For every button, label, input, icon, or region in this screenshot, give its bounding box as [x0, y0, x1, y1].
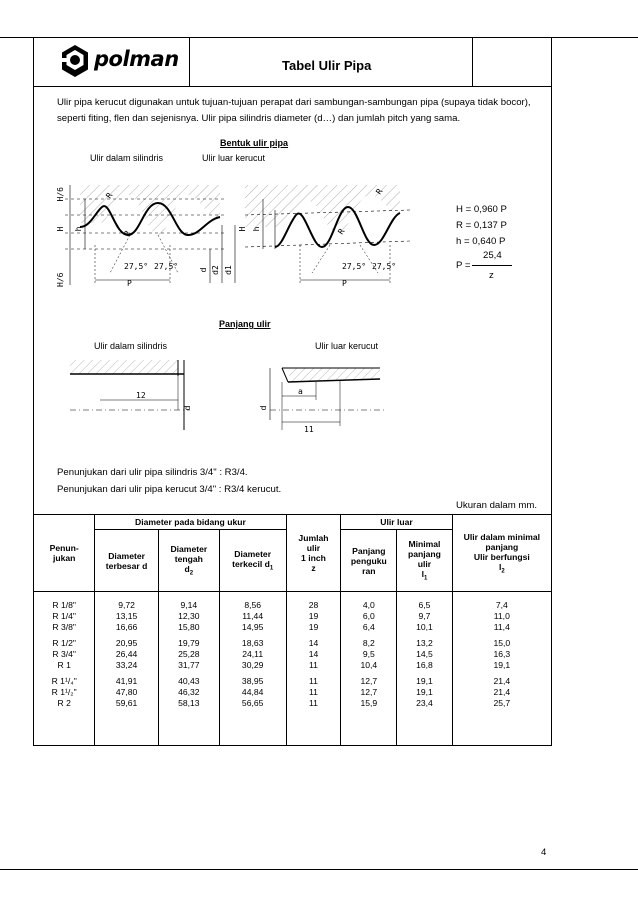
label-d2: d2 [211, 265, 220, 275]
l2-cell: 15,0 16,3 19,1 [452, 633, 551, 671]
label-H-left: H [56, 226, 65, 232]
label-angle-2: 27,5° [154, 262, 179, 271]
d2-cell: 40,43 46,32 58,13 [158, 671, 219, 709]
designation-cylindrical: Penunjukan dari ulir pipa silindris 3/4" : R3/4. [57, 467, 248, 478]
header-divider-1 [189, 37, 190, 87]
col-d-header: Diameter terbesar d [95, 530, 158, 592]
units-note: Ukuran dalam mm. [456, 500, 538, 511]
label-R-top-right: R [374, 187, 385, 197]
designation-cell: R 1/2" R 3/4" R 1 [34, 633, 95, 671]
label-l2: 12 [136, 391, 146, 400]
gauge-cell: 12,7 12,7 15,9 [341, 671, 397, 709]
left-thread-band [70, 360, 178, 374]
length-left-caption: Ulir dalam silindris [94, 341, 168, 351]
gauge-cell: 4,0 6,0 6,4 [341, 592, 397, 634]
z-cell: 28 19 19 [286, 592, 341, 634]
length-heading: Panjang ulir [219, 319, 271, 329]
formula-H: H = 0,960 P [456, 204, 507, 215]
page-number: 4 [541, 847, 547, 858]
label-angle-3: 27,5° [342, 262, 367, 271]
thread-length-drawing [60, 350, 400, 440]
l1-cell: 6,5 9,7 10,1 [397, 592, 452, 634]
formula-R: R = 0,137 P [456, 220, 507, 231]
col-l1-header: Minimal panjang ulir $l_1$ [397, 530, 452, 592]
formula-h: h = 0,640 P [456, 236, 506, 247]
intro-line-2: seperti fiting, flen dan sejenisnya. Ulir pipa silindris diameter (d…) dan jumlah pitch yang sama. [57, 113, 461, 124]
z-cell: 11 11 11 [286, 671, 341, 709]
label-P-right: P [342, 279, 347, 288]
length-right-caption: Ulir luar kerucut [315, 341, 379, 351]
d-cell: 41,91 47,80 59,61 [95, 671, 158, 709]
designation-cell: R 1/8" R 1/4" R 3/8" [34, 592, 95, 634]
label-d-left: d [183, 405, 192, 411]
d1-cell: 18,63 24,11 30,29 [219, 633, 286, 671]
l2-cell: 21,4 21,4 25,7 [452, 671, 551, 709]
l2-cell: 7,4 11,0 11,4 [452, 592, 551, 634]
label-a: a [298, 387, 303, 396]
label-P-left: P [127, 279, 132, 288]
formula-P-label: P = [456, 260, 471, 271]
designation-cell: R 1¹/₄" R 1¹/₂" R 2 [34, 671, 95, 709]
col-group-diameter-header: Diameter pada bidang ukur [95, 515, 286, 530]
gauge-cell: 8,2 9,5 10,4 [341, 633, 397, 671]
polman-logo [60, 44, 184, 80]
col-l2-header: Ulir dalam minimal panjang Ulir berfungsi $l_2$ [452, 515, 551, 592]
table-filler-row [34, 709, 552, 746]
label-h6-bottom: H/6 [56, 272, 65, 287]
table-row [34, 592, 552, 634]
label-d: d [199, 267, 208, 273]
d2-cell: 19,79 25,28 31,77 [158, 633, 219, 671]
col-d1-header: Diameter terkecil $d_1$ [219, 530, 286, 592]
formula-P-denominator: z [489, 270, 494, 281]
label-H-right: H [238, 226, 247, 232]
d1-cell: 38,95 44,84 56,65 [219, 671, 286, 709]
frame-top-line [0, 37, 638, 38]
page-title: Tabel Ulir Pipa [282, 58, 372, 73]
d2-cell: 9,14 12,30 15,80 [158, 592, 219, 634]
designation-taper: Penunjukan dari ulir pipa kerucut 3/4" : R3/4 kerucut. [57, 484, 282, 495]
label-l1: 11 [304, 425, 314, 434]
intro-line-1: Ulir pipa kerucut digunakan untuk tujuan-tujuan perapat dari sambungan-sambungan pipa (supaya tidak bocor), [57, 97, 531, 108]
col-group-external-header: Ulir luar [341, 515, 452, 530]
col-d2-header: Diameter tengah $d_2$ [158, 530, 219, 592]
label-h-left: h [74, 226, 83, 232]
label-R-mid-right: R [336, 227, 347, 237]
label-d-right: d [259, 405, 268, 411]
z-cell: 14 14 11 [286, 633, 341, 671]
formula-fraction-bar [472, 265, 512, 266]
header-bottom-line [33, 86, 552, 87]
col-z-header: Jumlah ulir 1 inch z [286, 515, 341, 592]
l1-cell: 13,2 14,5 16,8 [397, 633, 452, 671]
header-divider-2 [472, 37, 473, 87]
col-gauge-header: Panjang penguku ran [341, 530, 397, 592]
label-angle-4: 27,5° [372, 262, 397, 271]
hex-nut-icon [60, 44, 90, 78]
d-cell: 9,72 13,15 16,66 [95, 592, 158, 634]
label-R-top-left: R [104, 191, 115, 201]
profile-heading: Bentuk ulir pipa [220, 138, 289, 148]
label-R-mid-left: R [122, 229, 133, 239]
logo-wordmark: polman [94, 47, 179, 71]
label-h-right: h [252, 226, 261, 232]
thread-profile-drawing [50, 165, 450, 300]
left-hatch-area [80, 185, 220, 235]
d-cell: 20,95 26,44 33,24 [95, 633, 158, 671]
table-row [34, 671, 552, 709]
table-row [34, 633, 552, 671]
table-header-row-1 [34, 515, 552, 530]
pipe-thread-table [33, 514, 552, 746]
profile-left-caption: Ulir dalam silindris [90, 153, 164, 163]
formula-P-numerator: 25,4 [483, 250, 502, 261]
col-designation-header: Penun- jukan [34, 515, 95, 592]
profile-right-caption: Ulir luar kerucut [202, 153, 266, 163]
label-d1: d1 [224, 265, 233, 275]
label-h6-top: H/6 [56, 187, 65, 202]
d1-cell: 8,56 11,44 14,95 [219, 592, 286, 634]
label-angle-1: 27,5° [124, 262, 149, 271]
footer-line [0, 869, 638, 870]
l1-cell: 19,1 19,1 23,4 [397, 671, 452, 709]
